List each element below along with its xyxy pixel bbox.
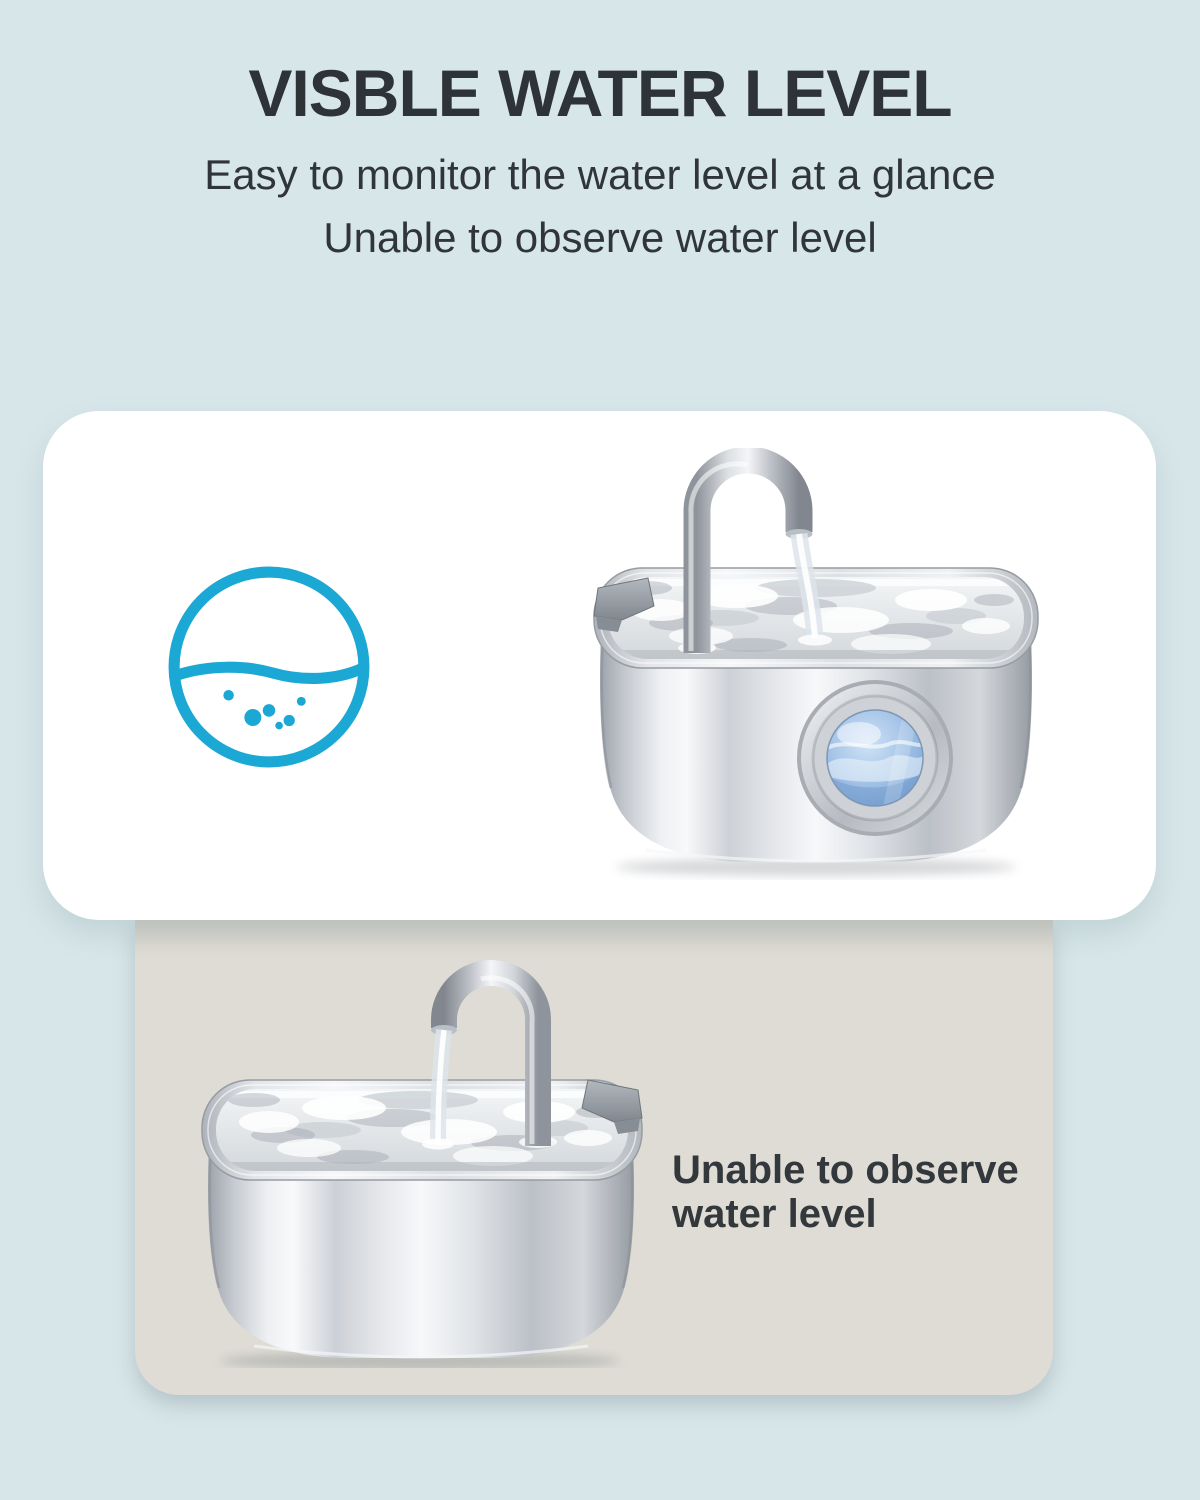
unable-label-line-2: water level — [672, 1192, 877, 1236]
water-level-window — [797, 680, 953, 836]
fountain-without-window-image — [190, 946, 652, 1368]
unable-observe-card — [135, 918, 1053, 1395]
subtitle-line-1: Easy to monitor the water level at a glance — [204, 151, 996, 198]
fountain-with-window-image — [586, 448, 1046, 880]
subtitle — [0, 143, 1200, 269]
fountain-with-window-svg — [586, 448, 1046, 880]
page-title: VISBLE WATER LEVEL — [248, 56, 952, 130]
fountain-without-window-svg — [190, 946, 652, 1368]
visible-water-level-card — [43, 411, 1156, 920]
water-level-icon-svg — [164, 562, 374, 772]
unable-label-line-1: Unable to observe — [672, 1148, 1019, 1192]
unable-label — [672, 1148, 1019, 1236]
water-level-icon — [164, 562, 374, 772]
subtitle-line-2: Unable to observe water level — [323, 214, 877, 261]
